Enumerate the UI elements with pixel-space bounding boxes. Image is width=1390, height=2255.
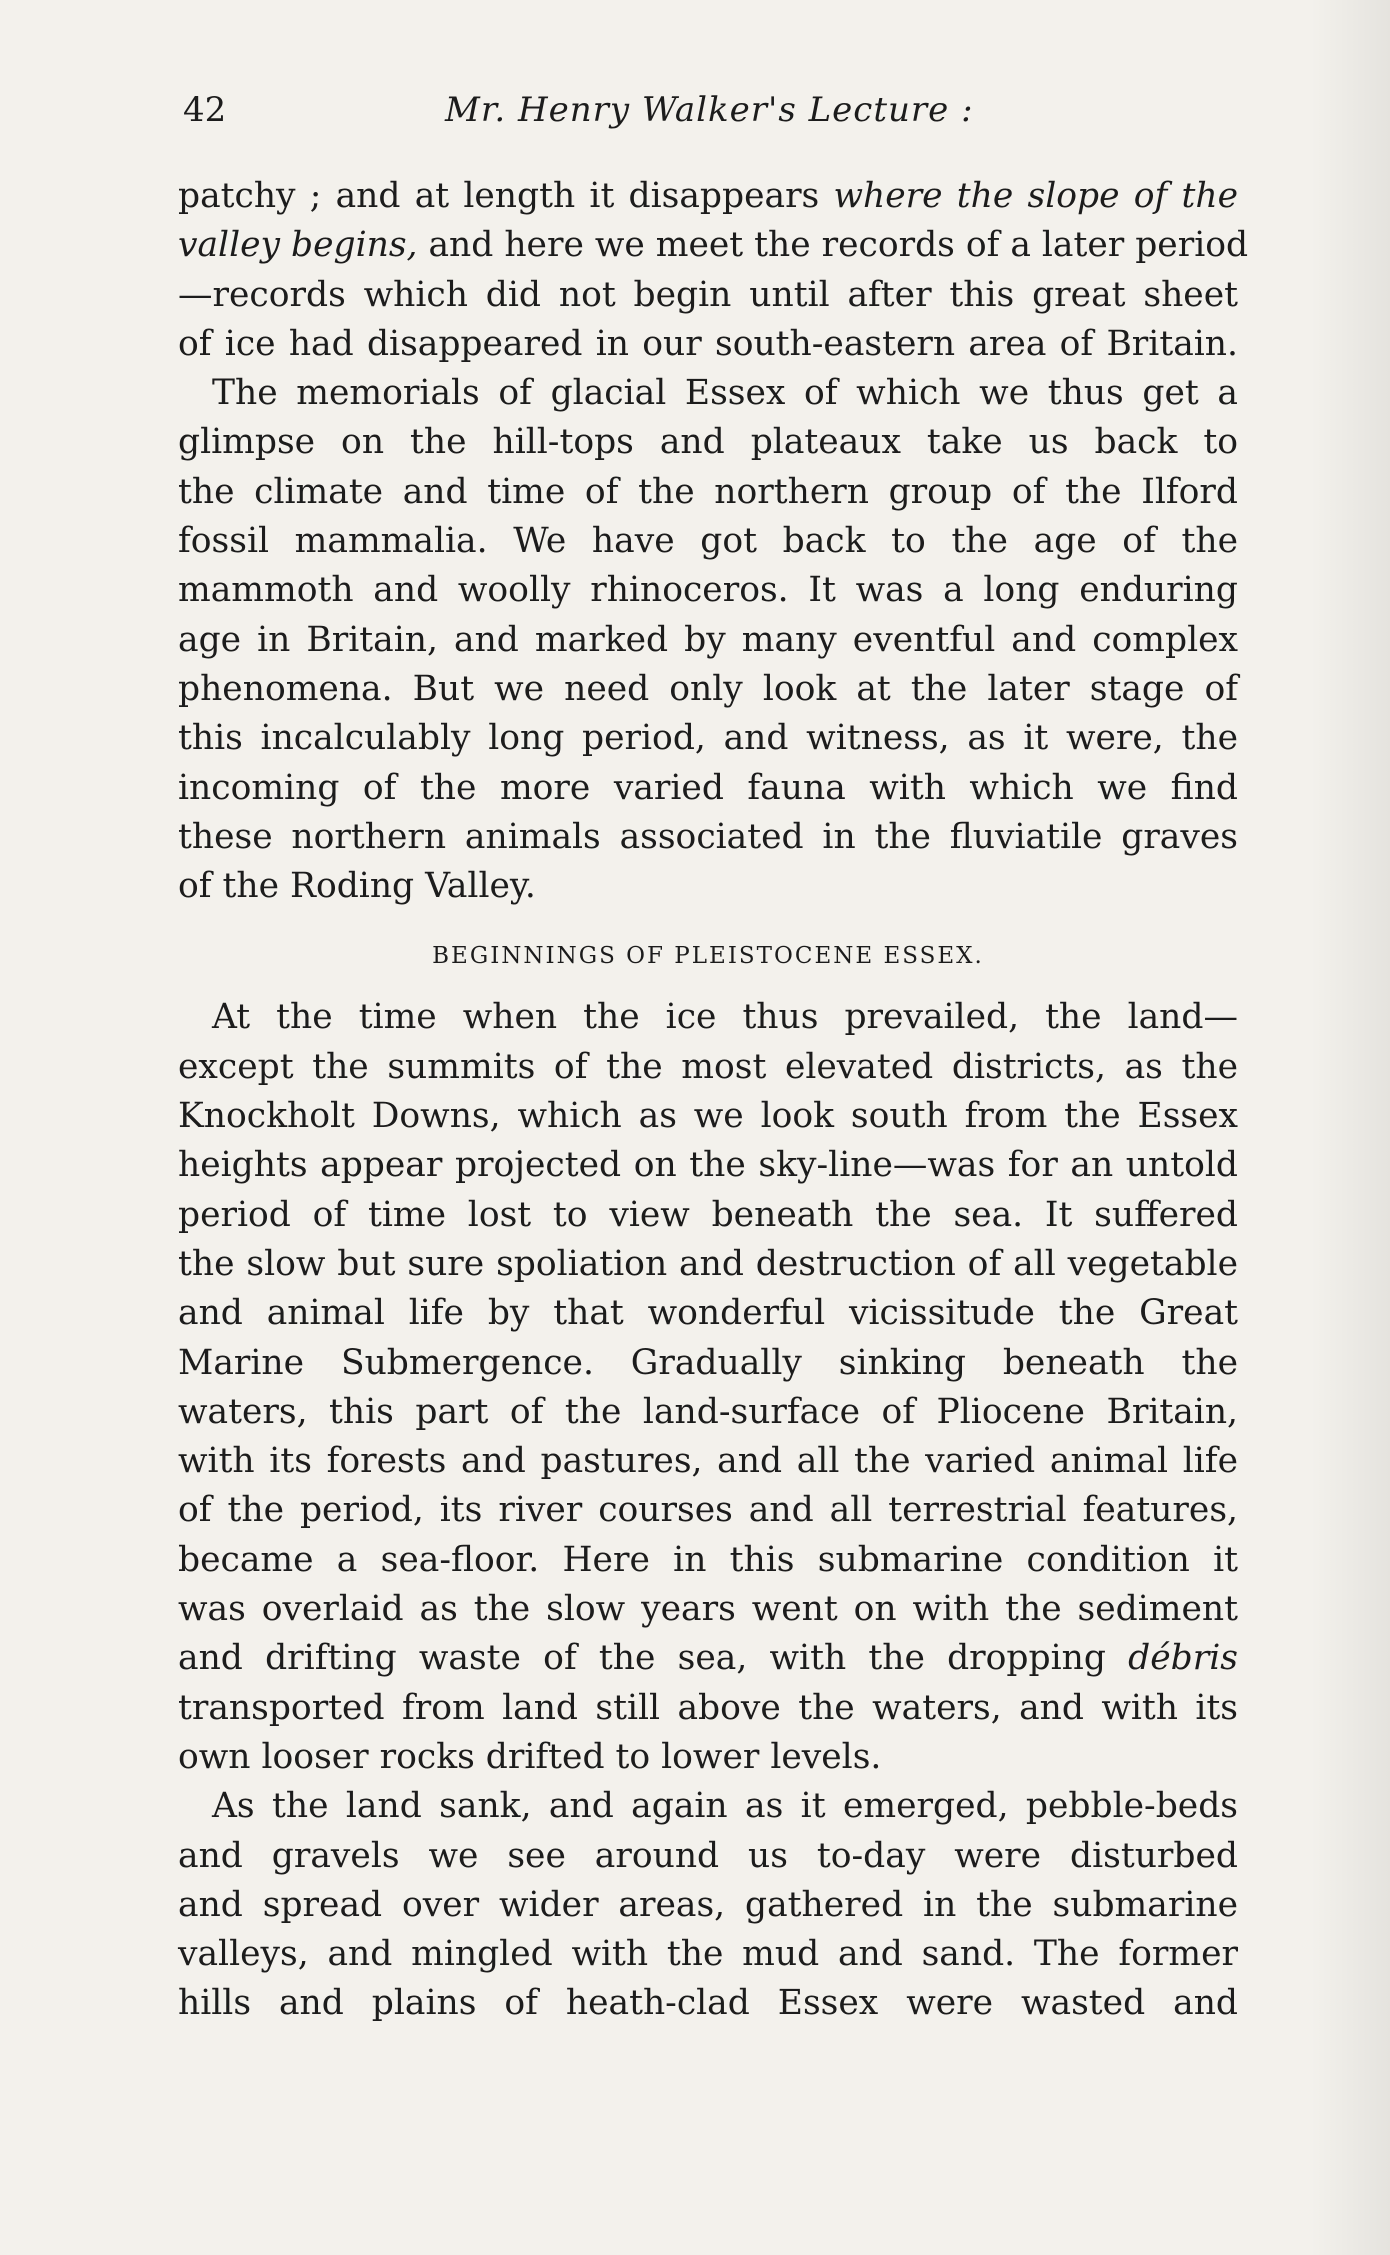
text-line: own looser rocks drifted to lower levels. <box>178 1736 882 1777</box>
text-line: valley begins, and here we meet the records of a later period <box>178 225 1249 266</box>
text-line: of the period, its river courses and all terrestrial features, <box>178 1490 1238 1531</box>
paragraph-2 <box>178 369 1238 911</box>
text-line: the slow but sure spoliation and destruction of all vegetable <box>178 1243 1238 1284</box>
text-line: with its forests and pastures, and all the varied animal life <box>178 1441 1238 1482</box>
paragraph-4 <box>178 1782 1238 2028</box>
text-line: patchy ; and at length it disappears where the slope of the <box>178 176 1238 216</box>
text-line: phenomena. But we need only look at the later stage of <box>178 668 1238 709</box>
text-line: mammoth and woolly rhinoceros. It was a long enduring <box>178 570 1238 611</box>
text-line: Knockholt Downs, which as we look south from the Essex <box>178 1096 1238 1137</box>
text-line: The memorials of glacial Essex of which we thus get a <box>212 373 1238 414</box>
text-line: these northern animals associated in the fluviatile graves <box>178 816 1238 857</box>
text-line: —records which did not begin until after this great sheet <box>178 274 1238 315</box>
text-line: of ice had disappeared in our south-eastern area of Britain. <box>178 323 1238 364</box>
text-line: heights appear projected on the sky-line—was for an untold <box>178 1145 1238 1186</box>
text-line: except the summits of the most elevated districts, as the <box>178 1046 1238 1087</box>
text-line: age in Britain, and marked by many eventful and complex <box>178 619 1238 660</box>
page-number: 42 <box>183 90 227 130</box>
text-line: fossil mammalia. We have got back to the age of the <box>178 521 1238 562</box>
page-header <box>183 90 1233 130</box>
text-line: the climate and time of the northern group of the Ilford <box>178 471 1238 512</box>
text-line: and drifting waste of the sea, with the dropping débris <box>178 1638 1238 1679</box>
text-line: of the Roding Valley. <box>178 866 536 907</box>
text-line: At the time when the ice thus prevailed, the land— <box>212 997 1238 1038</box>
paragraph-1 <box>178 172 1249 369</box>
text-line: and gravels we see around us to-day were disturbed <box>178 1835 1238 1876</box>
paragraph-3 <box>178 993 1238 1782</box>
text-line: incoming of the more varied fauna with which we find <box>178 767 1238 808</box>
text-line: hills and plains of heath-clad Essex were wasted and <box>178 1983 1238 2024</box>
text-line: and spread over wider areas, gathered in the submarine <box>178 1884 1238 1925</box>
running-head: Mr. Henry Walker's Lecture : <box>445 90 974 130</box>
text-line: As the land sank, and again as it emerged, pebble-beds <box>212 1786 1238 1827</box>
text-line: transported from land still above the waters, and with its <box>178 1687 1238 1728</box>
text-line: was overlaid as the slow years went on with the sediment <box>178 1589 1238 1630</box>
text-line: period of time lost to view beneath the sea. It suffered <box>178 1194 1238 1235</box>
text-line: and animal life by that wonderful vicissitude the Great <box>178 1293 1238 1334</box>
section-heading: BEGINNINGS OF PLEISTOCENE ESSEX. <box>432 943 984 970</box>
text-line: this incalculably long period, and witness, as it were, the <box>178 718 1238 759</box>
body-text <box>178 172 1249 2029</box>
text-line: glimpse on the hill-tops and plateaux take us back to <box>178 422 1238 463</box>
text-line: became a sea-floor. Here in this submarine condition it <box>178 1539 1238 1580</box>
page-edge-shadow <box>1310 0 1390 2255</box>
text-line: valleys, and mingled with the mud and sand. The former <box>178 1934 1238 1975</box>
text-line: Marine Submergence. Gradually sinking beneath the <box>178 1342 1238 1383</box>
text-line: waters, this part of the land-surface of Pliocene Britain, <box>178 1391 1238 1432</box>
